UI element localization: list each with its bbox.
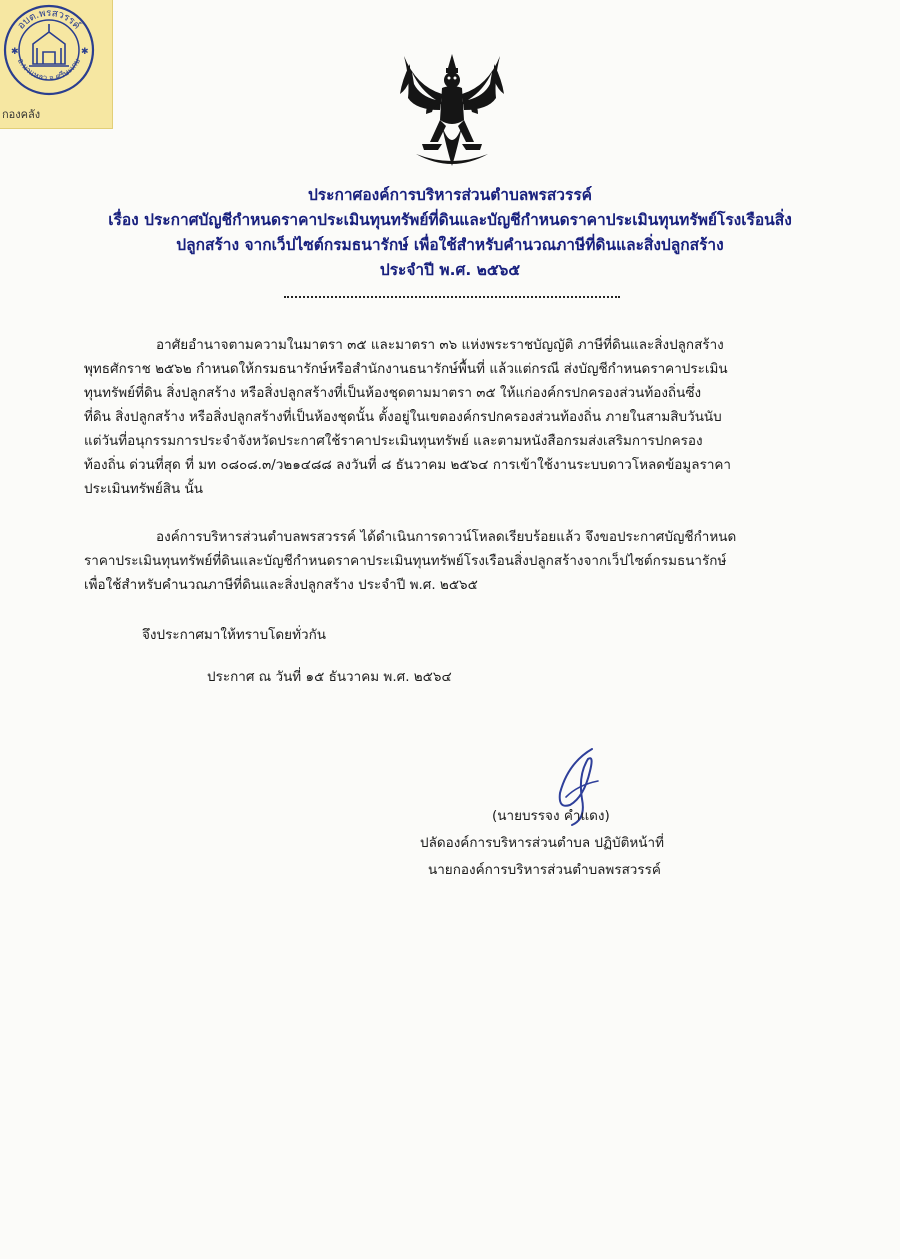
paragraph-2 <box>84 525 820 597</box>
announcement-line: จึงประกาศมาให้ทราบโดยทั่วกัน <box>142 627 326 643</box>
paragraph-1 <box>84 333 820 501</box>
paragraph-1-line: อาศัยอำนาจตามความในมาตรา ๓๕ และมาตรา ๓๖ แห่งพระราชบัญญัติ ภาษีที่ดินและสิ่งปลูกสร้าง <box>156 337 724 353</box>
paragraph-1-line: แต่วันที่อนุกรรมการประจำจังหวัดประกาศใช้ราคาประเมินทุนทรัพย์ และตามหนังสือกรมส่งเสริมการปกครอง <box>84 433 703 449</box>
paragraph-1-line: ประเมินทรัพย์สิน นั้น <box>84 481 203 497</box>
stamp-tab <box>0 0 113 129</box>
paragraph-1-line: ที่ดิน สิ่งปลูกสร้าง หรือสิ่งปลูกสร้างที่เป็นห้องชุดนั้น ตั้งอยู่ในเขตองค์กรปกครองส่วนท้องถิ่น ภายในสามสิบวันนับ <box>84 409 722 425</box>
signatory-position-1: ปลัดองค์การบริหารส่วนตำบล ปฏิบัติหน้าที่ <box>420 835 665 851</box>
signatory-position-2: นายกองค์การบริหารส่วนตำบลพรสวรรค์ <box>428 862 661 878</box>
org-seal-stamp <box>3 4 95 96</box>
paragraph-2-line: เพื่อใช้สำหรับคำนวณภาษีที่ดินและสิ่งปลูกสร้าง ประจำปี พ.ศ. ๒๕๖๕ <box>84 577 478 593</box>
date-line: ประกาศ ณ วันที่ ๑๕ ธันวาคม พ.ศ. ๒๕๖๔ <box>207 669 452 685</box>
paragraph-1-line: ท้องถิ่น ด่วนที่สุด ที่ มท ๐๘๐๘.๓/ว๒๑๔๘๘ ลงวันที่ ๘ ธันวาคม ๒๕๖๔ การเข้าใช้งานระบบดาวโหลดข้อมูลราคา <box>84 457 732 473</box>
seal-bottom-text: อ.นาแหลว จ.ศรีษะเกษ <box>15 56 83 83</box>
title-line-3: ปลูกสร้าง จากเว็ปไซต์กรมธนารักษ์ เพื่อใช้สำหรับคำนวณภาษีที่ดินและสิ่งปลูกสร้าง <box>176 236 724 254</box>
signatory-name: (นายบรรจง คำแดง) <box>492 808 610 824</box>
svg-text:✱: ✱ <box>81 47 89 57</box>
paragraph-1-line: พุทธศักราช ๒๕๖๒ กำหนดให้กรมธนารักษ์หรือสำนักงานธนารักษ์พื้นที่ แล้วแต่กรณี ส่งบัญชีกำหนดราคาประเมิน <box>84 361 728 377</box>
seal-top-text: อบต.พรสวรรค์ <box>15 7 83 32</box>
paragraph-2-line: ราคาประเมินทุนทรัพย์ที่ดินและบัญชีกำหนดราคาประเมินทุนทรัพย์โรงเรือนสิ่งปลูกสร้างจากเว็ปไซต์กรมธนารักษ์ <box>84 553 727 569</box>
paragraph-2-line: องค์การบริหารส่วนตำบลพรสวรรค์ ได้ดำเนินการดาวน์โหลดเรียบร้อยแล้ว จึงขอประกาศบัญชีกำหนด <box>156 529 737 545</box>
title-line-4: ประจำปี พ.ศ. ๒๕๖๕ <box>379 261 521 279</box>
svg-text:อ.นาแหลว จ.ศรีษะเกษ <box>16 57 82 83</box>
tab-label: กองคลัง <box>2 108 41 121</box>
svg-text:✱: ✱ <box>11 47 19 57</box>
paragraph-1-line: ทุนทรัพย์ที่ดิน สิ่งปลูกสร้าง หรือสิ่งปลูกสร้างที่เป็นห้องชุดตามมาตรา ๓๕ ให้แก่องค์กรปกครองส่วนท้องถิ่นซึ่ง <box>84 385 702 401</box>
title-line-1: ประกาศองค์การบริหารส่วนตำบลพรสวรรค์ <box>307 186 593 204</box>
garuda-emblem <box>396 50 508 172</box>
dotted-divider <box>284 296 620 298</box>
announcement-title <box>60 183 840 283</box>
title-line-2: เรื่อง ประกาศบัญชีกำหนดราคาประเมินทุนทรัพย์ที่ดินและบัญชีกำหนดราคาประเมินทุนทรัพย์โรงเรือนสิ่ง <box>108 211 792 229</box>
signatory-block <box>420 803 750 884</box>
